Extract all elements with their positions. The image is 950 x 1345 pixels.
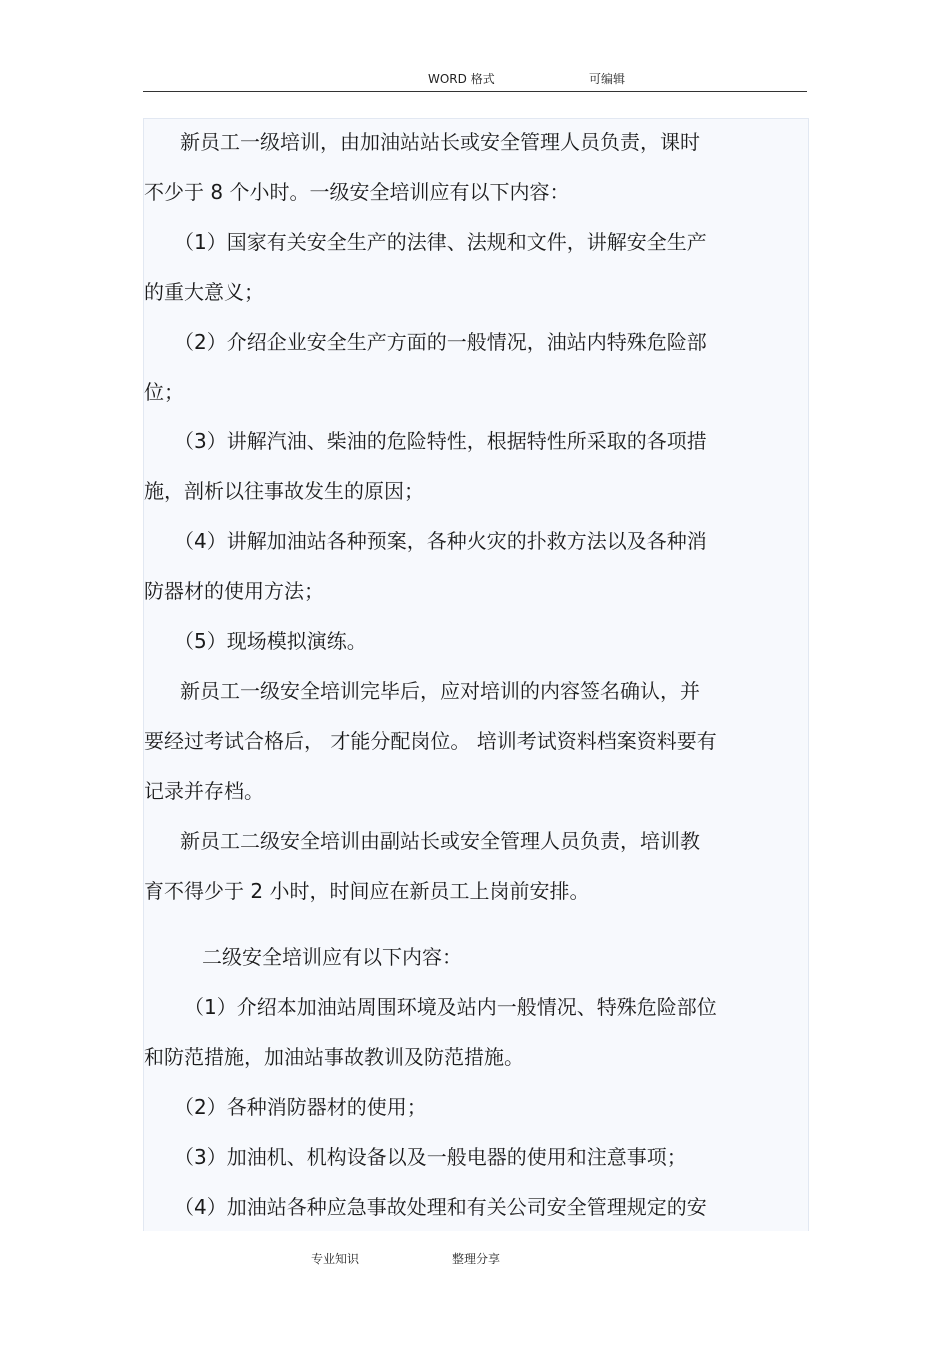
- paragraph-line: （5）现场模拟演练。: [174, 629, 367, 653]
- paragraph-line: 和防范措施，加油站事故教训及防范措施。: [144, 1045, 524, 1069]
- paragraph-line: （4）讲解加油站各种预案，各种火灾的扑救方法以及各种消: [174, 529, 707, 553]
- paragraph-line: 育不得少于 2 小时，时间应在新员工上岗前安排。: [144, 879, 590, 903]
- paragraph-line: （2）各种消防器材的使用；: [174, 1095, 427, 1119]
- paragraph-line: 新员工一级培训，由加油站站长或安全管理人员负责，课时: [180, 130, 700, 154]
- paragraph-line: 记录并存档。: [144, 779, 264, 803]
- paragraph-line: （3）讲解汽油、柴油的危险特性，根据特性所采取的各项措: [174, 429, 707, 453]
- section-heading: 二级安全培训应有以下内容：: [202, 945, 462, 969]
- paragraph-line: （4）加油站各种应急事故处理和有关公司安全管理规定的安: [174, 1195, 707, 1219]
- paragraph-line: 不少于 8 个小时。一级安全培训应有以下内容：: [144, 180, 570, 204]
- paragraph-line: 要经过考试合格后， 才能分配岗位。 培训考试资料档案资料要有: [144, 729, 717, 753]
- paragraph-line: （2）介绍企业安全生产方面的一般情况，油站内特殊危险部: [174, 330, 707, 354]
- paragraph-line: 的重大意义；: [144, 280, 264, 304]
- header-right-text: 可编辑: [589, 72, 626, 86]
- paragraph-line: 新员工二级安全培训由副站长或安全管理人员负责，培训教: [180, 829, 700, 853]
- document-body: [143, 118, 809, 1231]
- paragraph-line: 新员工一级安全培训完毕后，应对培训的内容签名确认，并: [180, 679, 700, 703]
- paragraph-line: 位；: [144, 380, 184, 404]
- footer-right-text: 整理分享: [452, 1252, 501, 1266]
- paragraph-line: （1）国家有关安全生产的法律、法规和文件，讲解安全生产: [174, 230, 707, 254]
- footer-left-text: 专业知识: [311, 1252, 360, 1266]
- page-header: [143, 66, 807, 92]
- paragraph-line: 防器材的使用方法；: [144, 579, 324, 603]
- paragraph-line: 施，剖析以往事故发生的原因；: [144, 479, 424, 503]
- paragraph-line: （3）加油机、机构设备以及一般电器的使用和注意事项；: [174, 1145, 687, 1169]
- header-left-text: WORD 格式: [428, 72, 495, 86]
- paragraph-line: （1）介绍本加油站周围环境及站内一般情况、特殊危险部位: [184, 995, 717, 1019]
